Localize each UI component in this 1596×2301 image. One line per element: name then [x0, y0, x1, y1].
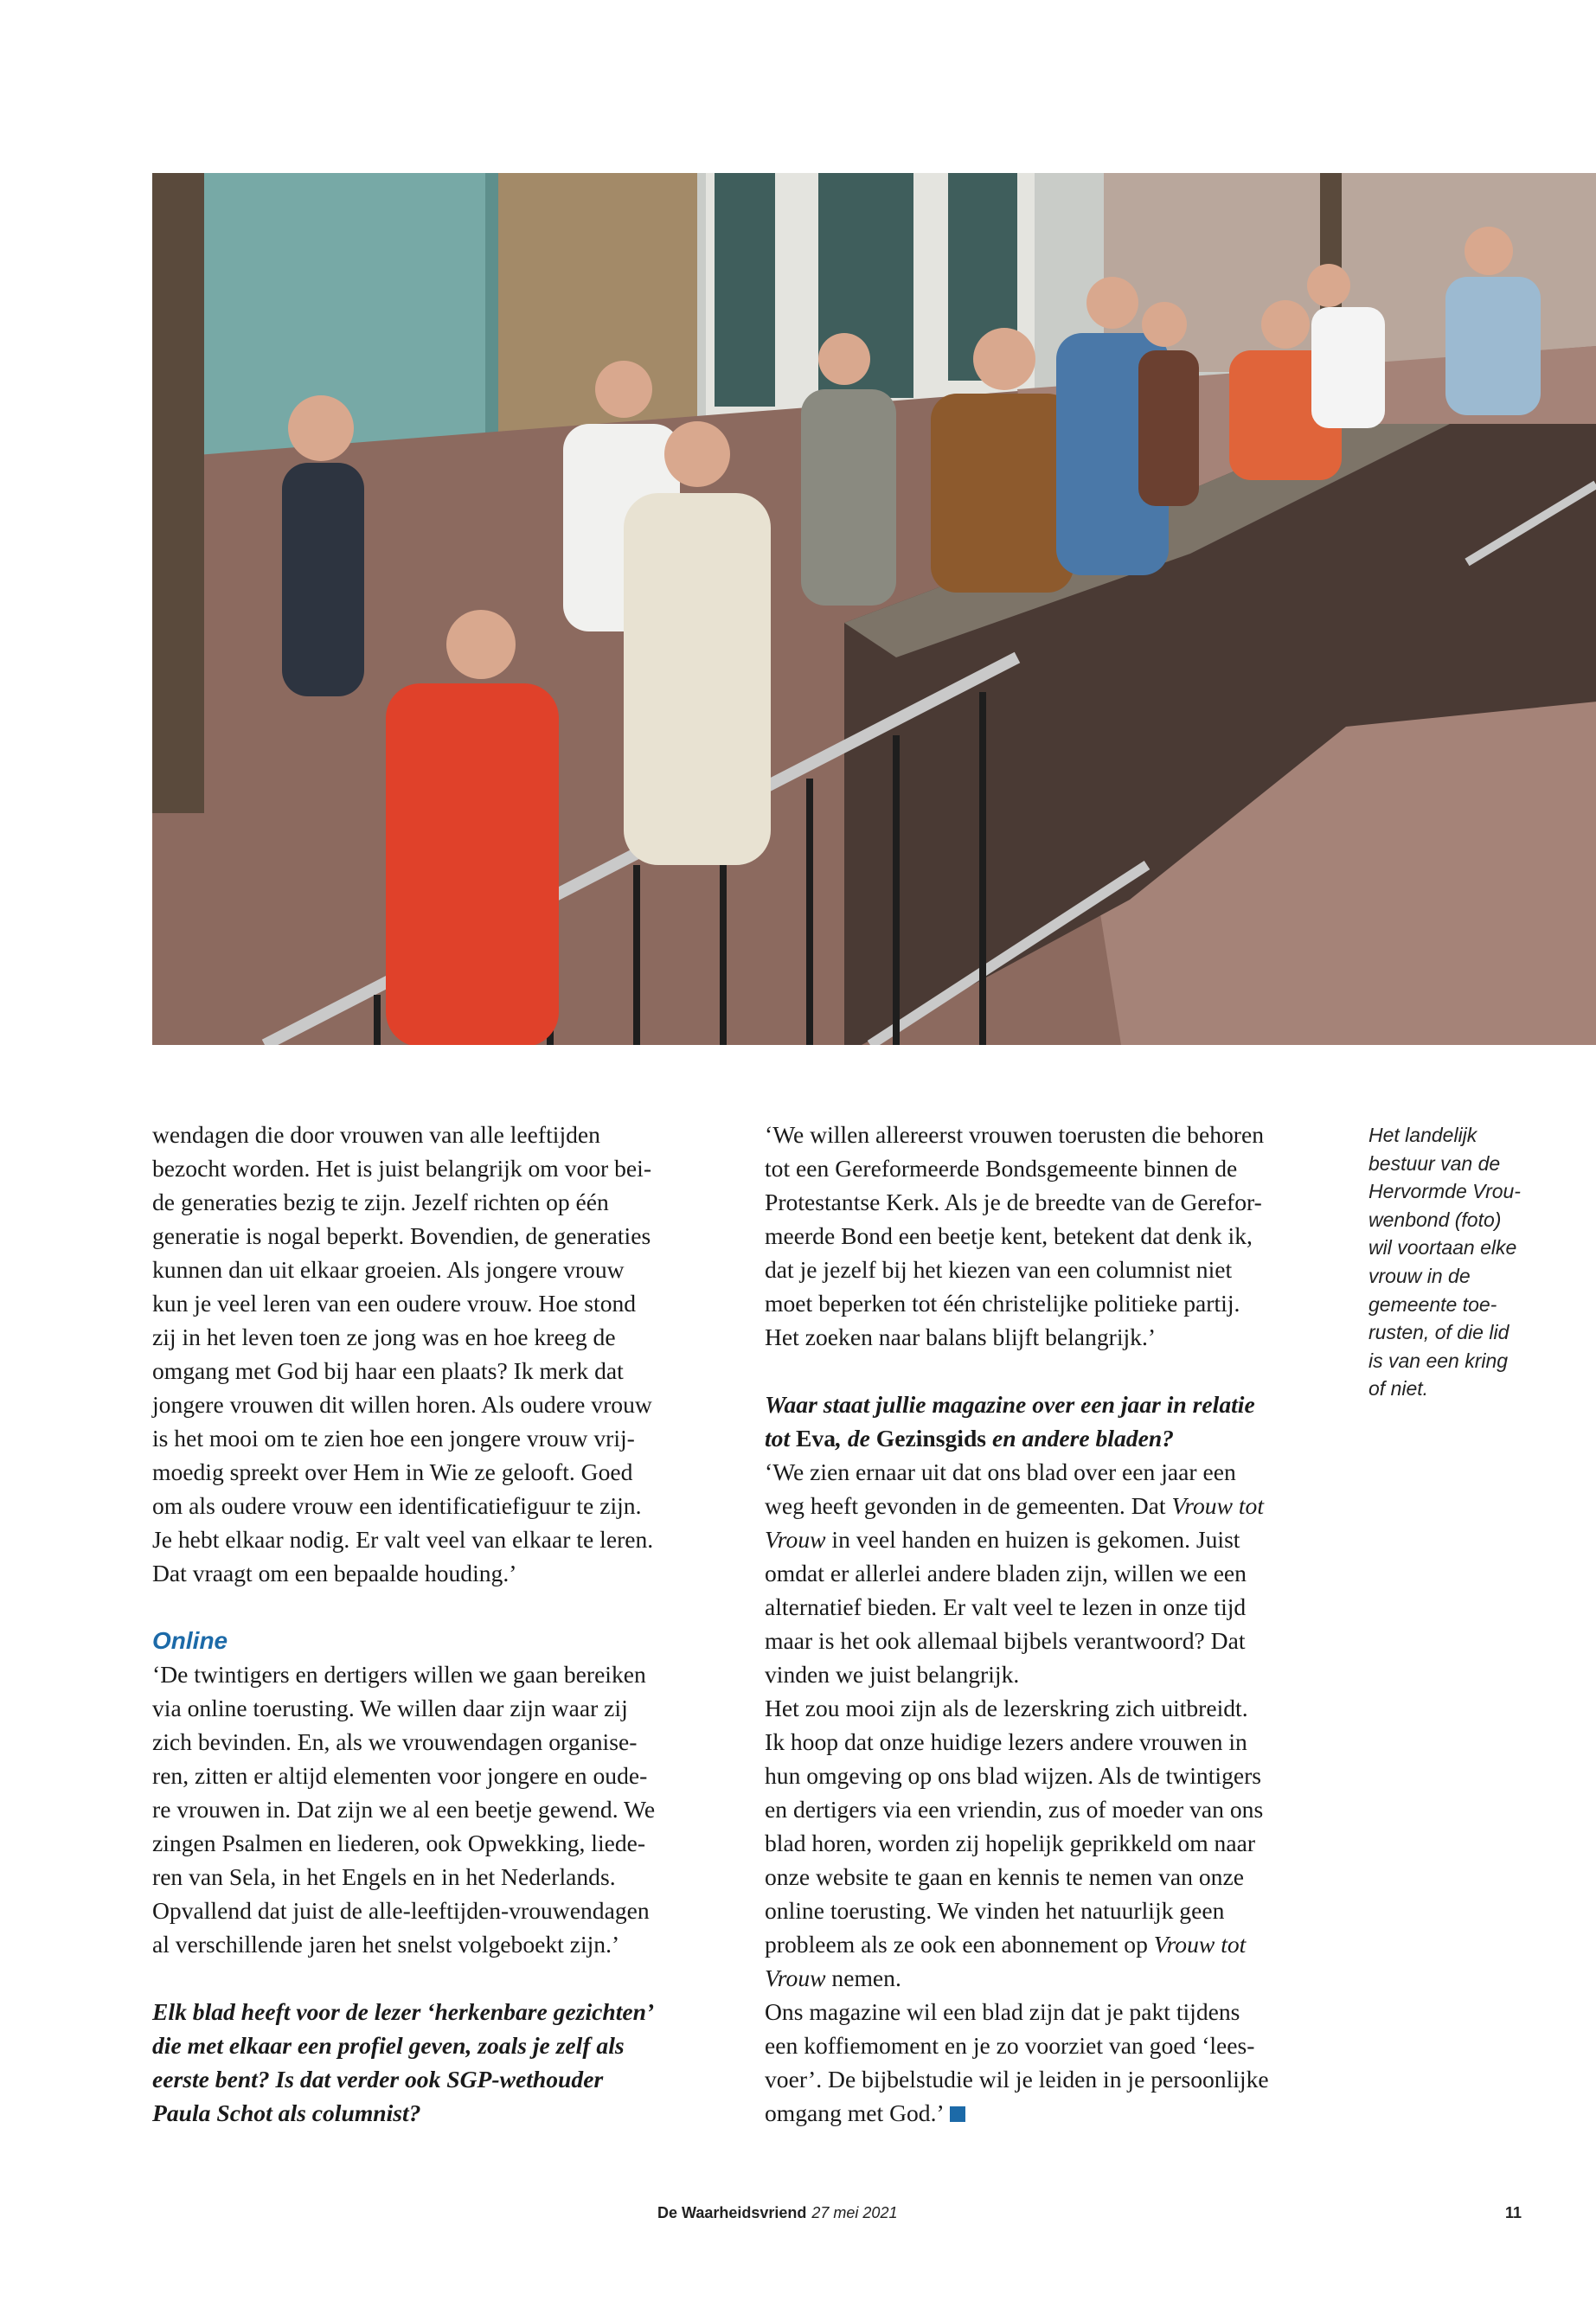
group-photo-icon — [152, 173, 1596, 1045]
subheading-online: Online — [152, 1627, 228, 1654]
interview-question: Elk blad heeft voor de lezer ‘herkenbare gezichten’ die met elkaar een profiel geven, zoals je zelf als eerste bent? Is dat verder ook SGP-wethouder Paula Schot als columnist? — [152, 1998, 655, 2126]
photo-caption: Het landelijk bestuur van de Hervormde Vrou- wenbond (foto) wil voortaan elke vrouw in de gemeente toe- rusten, of die lid is van een kring of niet. — [1368, 1124, 1521, 1400]
text-column-left — [152, 1118, 715, 2130]
publication-date: 27 mei 2021 — [811, 2204, 898, 2221]
text-column-right — [765, 1118, 1336, 2130]
paragraph: wendagen die door vrouwen van alle leeftijden bezocht worden. Het is juist belangrijk om voor bei- de generaties bezig te zijn. Jezelf richten op één generatie is nogal beperkt. Bovendien, de generaties kunnen dan uit elkaar groeien. Als jongere vrouw kun je veel leren van een oudere vrouw. Hoe stond zij in het leven toen ze jong was en hoe kreeg de omgang met God bij haar een plaats? Ik merk dat jongere vrouwen dit willen horen. Als oudere vrouw is het mooi om te zien hoe een jongere vrouw vrij- moedig spreekt over Hem in Wie ze gelooft. Goed om als oudere vrouw een identificatiefiguur te zijn. Je hebt elkaar nodig. Er valt veel van elkaar te leren. Dat vraagt om een bepaalde houding.’ — [152, 1121, 654, 1586]
group-photo — [152, 173, 1596, 1045]
paragraph: ‘De twintigers en dertigers willen we gaan bereiken via online toerusting. We willen daar zijn waar zij zich bevinden. En, als we vrouwendagen organise- ren, zitten er altijd elementen voor jongere en oude- re vrouwen in. Dat zijn we al een beetje gewend. We zingen Psalmen en liederen, ook Opwekking, liede- ren van Sela, in het Engels en in het Nederlands. Opvallend dat juist de alle-leeftijden-vrouwendagen al verschillende jaren het snelst volgeboekt zijn.’ — [152, 1661, 656, 1958]
end-mark-icon — [950, 2106, 965, 2122]
paragraph: Het zou mooi zijn als de lezerskring zich uitbreidt. Ik hoop dat onze huidige lezers andere vrouwen in hun omgeving op ons blad wijzen. Als de twintigers en dertigers via een vriendin, zus of moeder van ons blad horen, worden zij hopelijk geprikkeld om naar onze website te gaan en kennis te nemen van onze online toerusting. We vinden het natuurlijk geen probleem als ze ook een abonnement op Vrouw tot Vrouw nemen. — [765, 1695, 1264, 1991]
publication-name: De Waarheidsvriend — [657, 2204, 807, 2221]
footer-publication — [657, 2204, 897, 2222]
page-number: 11 — [1505, 2204, 1522, 2221]
paragraph: ‘We zien ernaar uit dat ons blad over een jaar een weg heeft gevonden in de gemeenten. Dat Vrouw tot Vrouw in veel handen en huizen is gekomen. Juist omdat er allerlei andere bladen zijn, willen we een alternatief bieden. Er valt veel te lezen in onze tijd maar is het ook allemaal bijbels verantwoord? Dat vinden we juist belangrijk. — [765, 1458, 1265, 1688]
interview-question: Waar staat jullie magazine over een jaar in relatie tot Eva, de Gezinsgids en andere bladen? — [765, 1391, 1255, 1452]
paragraph: ‘We willen allereerst vrouwen toerusten die behoren tot een Gereformeerde Bondsgemeente binnen de Protestantse Kerk. Als je de breedte van de Gerefor- meerde Bond een beetje kent, betekent dat denk ik, dat je jezelf bij het kiezen van een columnist niet moet beperken tot één christelijke politieke partij. Het zoeken naar balans blijft belangrijk.’ — [765, 1121, 1265, 1350]
paragraph: Ons magazine wil een blad zijn dat je pakt tijdens een koffiemoment en je zo voorziet van goed ‘lees- voer’. De bijbelstudie wil je leiden in je persoonlijke omgang met God.’ — [765, 1998, 1269, 2126]
